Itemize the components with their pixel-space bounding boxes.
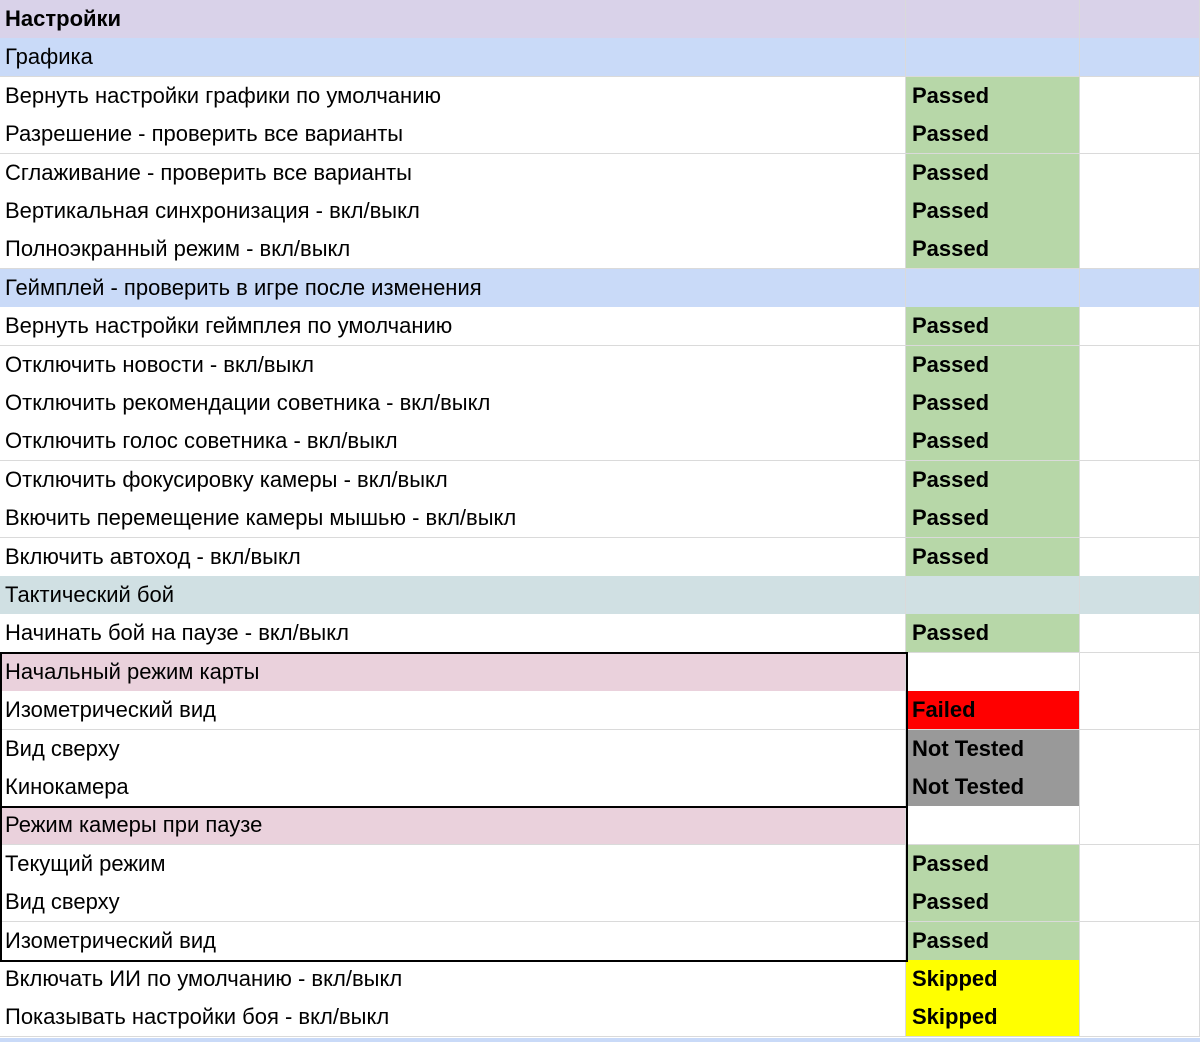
empty-cell[interactable] [1080, 115, 1200, 153]
test-case-cell[interactable]: Вид сверху [0, 730, 906, 768]
status-cell[interactable]: Passed [906, 614, 1080, 652]
section-header-row [0, 38, 1200, 77]
empty-cell[interactable] [1080, 614, 1200, 652]
table-row [0, 307, 1200, 346]
status-cell[interactable]: Passed [906, 845, 1080, 883]
test-case-cell[interactable]: Отключить новости - вкл/выкл [0, 346, 906, 384]
status-cell[interactable]: Not Tested [906, 768, 1080, 806]
status-cell[interactable]: Passed [906, 154, 1080, 192]
status-cell[interactable]: Skipped [906, 998, 1080, 1036]
empty-cell[interactable] [1080, 538, 1200, 576]
status-cell[interactable]: Passed [906, 346, 1080, 384]
empty-cell[interactable] [1080, 346, 1200, 384]
section-header-row [0, 806, 1200, 845]
test-case-cell[interactable]: Отключить рекомендации советника - вкл/выкл [0, 384, 906, 422]
empty-cell[interactable] [1080, 384, 1200, 422]
status-cell[interactable]: Passed [906, 422, 1080, 460]
test-case-cell[interactable]: Полноэкранный режим - вкл/выкл [0, 230, 906, 268]
section-header-row [0, 653, 1200, 692]
section-header-row [0, 576, 1200, 615]
table-row [0, 730, 1200, 769]
test-case-cell[interactable]: Вкючить перемещение камеры мышью - вкл/выкл [0, 499, 906, 537]
status-cell[interactable]: Failed [906, 691, 1080, 729]
status-cell[interactable]: Passed [906, 307, 1080, 345]
table-row [0, 768, 1200, 807]
status-cell[interactable] [906, 0, 1080, 38]
empty-cell[interactable] [1080, 269, 1200, 307]
test-case-cell[interactable]: Режим камеры при паузе [0, 806, 906, 844]
table-row [0, 691, 1200, 730]
empty-cell[interactable] [1080, 845, 1200, 883]
empty-cell[interactable] [1080, 960, 1200, 998]
test-case-cell[interactable]: Вид сверху [0, 883, 906, 921]
status-cell[interactable]: Passed [906, 883, 1080, 921]
empty-cell[interactable] [1080, 730, 1200, 768]
status-cell[interactable] [906, 269, 1080, 307]
table-row [0, 115, 1200, 154]
table-row [0, 461, 1200, 500]
table-row [0, 422, 1200, 461]
status-cell[interactable] [906, 576, 1080, 614]
status-cell[interactable]: Passed [906, 461, 1080, 499]
table-row [0, 883, 1200, 922]
empty-cell[interactable] [1080, 499, 1200, 537]
status-cell[interactable] [906, 806, 1080, 844]
empty-cell[interactable] [1080, 922, 1200, 960]
test-case-cell[interactable]: Тактический бой [0, 576, 906, 614]
test-case-cell[interactable]: Текущий режим [0, 845, 906, 883]
test-case-cell[interactable]: Начальный режим карты [0, 653, 906, 691]
table-row [0, 346, 1200, 385]
empty-cell[interactable] [1080, 576, 1200, 614]
status-cell[interactable] [906, 38, 1080, 76]
test-case-cell[interactable]: Показывать настройки боя - вкл/выкл [0, 998, 906, 1036]
table-row [0, 499, 1200, 538]
status-cell[interactable]: Passed [906, 538, 1080, 576]
status-cell[interactable]: Passed [906, 922, 1080, 960]
status-cell[interactable] [906, 653, 1080, 691]
empty-cell[interactable] [1080, 307, 1200, 345]
status-cell[interactable]: Passed [906, 77, 1080, 115]
table-row [0, 77, 1200, 116]
status-cell[interactable]: Not Tested [906, 730, 1080, 768]
status-cell[interactable]: Passed [906, 499, 1080, 537]
empty-cell[interactable] [1080, 653, 1200, 691]
test-case-cell[interactable]: Разрешение - проверить все варианты [0, 115, 906, 153]
empty-cell[interactable] [1080, 998, 1200, 1036]
test-case-cell[interactable]: Включать ИИ по умолчанию - вкл/выкл [0, 960, 906, 998]
empty-cell[interactable] [1080, 38, 1200, 76]
empty-cell[interactable] [1080, 691, 1200, 729]
test-case-cell[interactable]: Графика [0, 38, 906, 76]
empty-cell[interactable] [1080, 230, 1200, 268]
empty-cell[interactable] [1080, 0, 1200, 38]
section-header-row [0, 0, 1200, 39]
section-header-row [0, 269, 1200, 308]
status-cell[interactable]: Passed [906, 192, 1080, 230]
status-cell[interactable]: Passed [906, 115, 1080, 153]
table-row [0, 230, 1200, 269]
table-row [0, 538, 1200, 577]
empty-cell[interactable] [1080, 768, 1200, 806]
test-case-cell[interactable]: Геймплей - проверить в игре после изменения [0, 269, 906, 307]
test-case-cell[interactable]: Изометрический вид [0, 691, 906, 729]
test-case-cell[interactable]: Отключить фокусировку камеры - вкл/выкл [0, 461, 906, 499]
table-row [0, 845, 1200, 884]
table-row [0, 384, 1200, 423]
table-row [0, 960, 1200, 999]
table-row [0, 922, 1200, 961]
test-case-cell[interactable]: Кинокамера [0, 768, 906, 806]
empty-cell[interactable] [1080, 192, 1200, 230]
next-row-strip [0, 1038, 1200, 1042]
status-cell[interactable]: Passed [906, 230, 1080, 268]
empty-cell[interactable] [1080, 883, 1200, 921]
test-case-cell[interactable]: Настройки [0, 0, 906, 38]
test-case-cell[interactable]: Сглаживание - проверить все варианты [0, 154, 906, 192]
table-row [0, 998, 1200, 1037]
test-case-cell[interactable]: Изометрический вид [0, 922, 906, 960]
status-cell[interactable]: Skipped [906, 960, 1080, 998]
empty-cell[interactable] [1080, 461, 1200, 499]
test-case-cell[interactable]: Вертикальная синхронизация - вкл/выкл [0, 192, 906, 230]
table-row [0, 614, 1200, 653]
test-case-cell[interactable]: Включить автоход - вкл/выкл [0, 538, 906, 576]
test-case-cell[interactable]: Отключить голос советника - вкл/выкл [0, 422, 906, 460]
test-case-cell[interactable]: Вернуть настройки графики по умолчанию [0, 77, 906, 115]
empty-cell[interactable] [1080, 77, 1200, 115]
test-case-cell[interactable]: Начинать бой на паузе - вкл/выкл [0, 614, 906, 652]
empty-cell[interactable] [1080, 154, 1200, 192]
empty-cell[interactable] [1080, 422, 1200, 460]
table-row [0, 154, 1200, 193]
status-cell[interactable]: Passed [906, 384, 1080, 422]
test-case-cell[interactable]: Вернуть настройки геймплея по умолчанию [0, 307, 906, 345]
table-row [0, 192, 1200, 231]
empty-cell[interactable] [1080, 806, 1200, 844]
